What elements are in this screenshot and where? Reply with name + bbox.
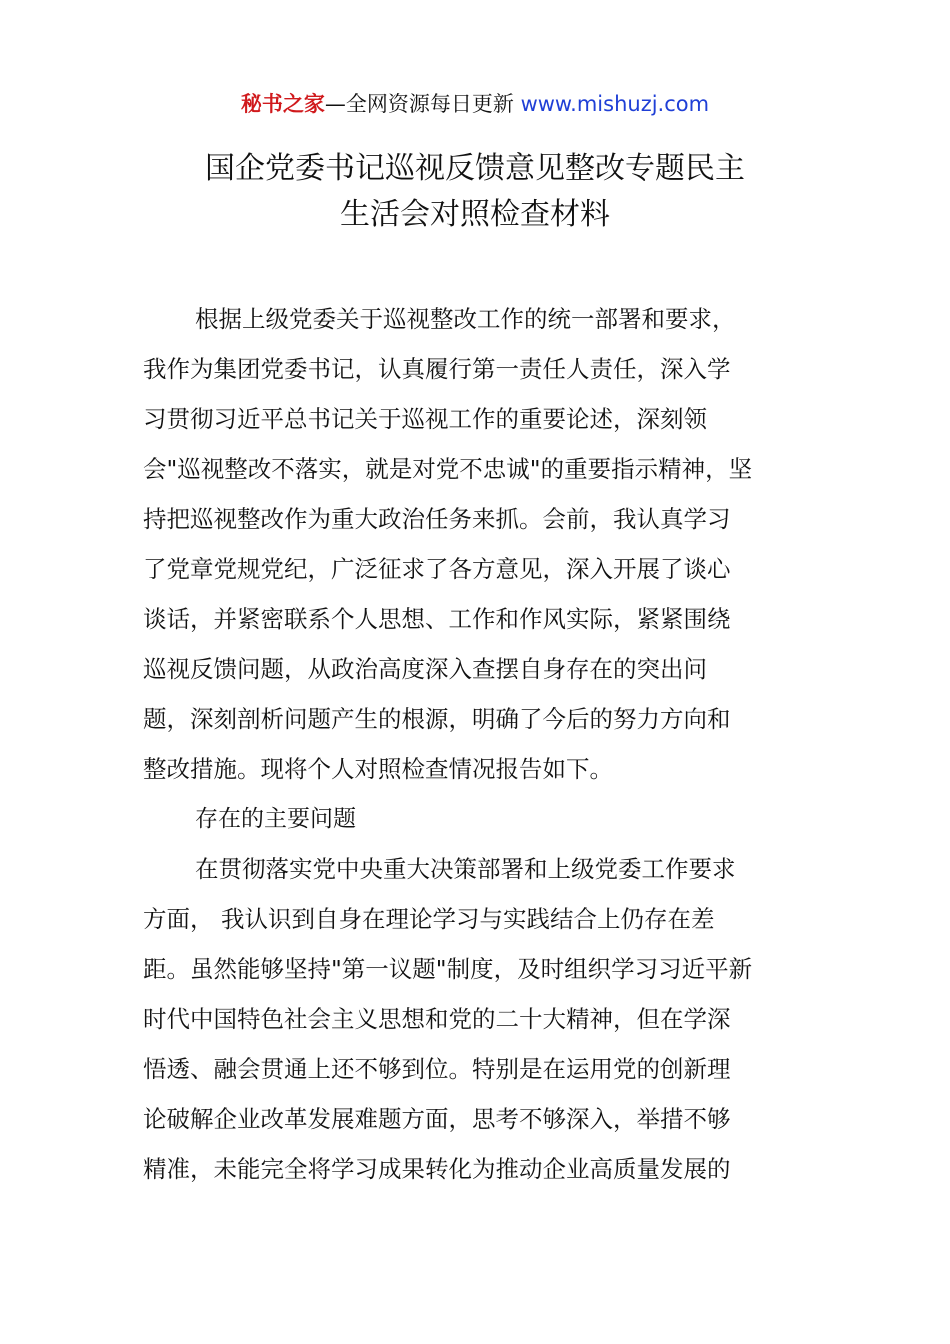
title-line-2: 生活会对照检查材料 xyxy=(340,197,610,232)
paragraph-2-line: 时代中国特色社会主义思想和党的二十大精神，但在学深 xyxy=(143,1005,731,1033)
paragraph-2-line: 距。虽然能够坚持"第一议题"制度，及时组织学习习近平新 xyxy=(143,955,753,983)
site-tagline: —全网资源每日更新 xyxy=(324,92,521,116)
paragraph-1-line: 谈话，并紧密联系个人思想、工作和作风实际，紧紧围绕 xyxy=(143,605,731,633)
paragraph-1-line: 巡视反馈问题，从政治高度深入查摆自身存在的突出问 xyxy=(143,655,707,683)
site-url-link[interactable]: www.mishuzj.com xyxy=(520,92,710,116)
document-body xyxy=(143,294,808,1194)
paragraph-1-line: 习贯彻习近平总书记关于巡视工作的重要论述，深刻领 xyxy=(143,405,707,433)
paragraph-1-line: 持把巡视整改作为重大政治任务来抓。会前，我认真学习 xyxy=(143,505,731,533)
paragraph-1-line: 题，深刻剖析问题产生的根源，明确了今后的努力方向和 xyxy=(143,705,731,733)
document-title xyxy=(0,146,950,238)
paragraph-2-line: 精准，未能完全将学习成果转化为推动企业高质量发展的 xyxy=(143,1155,731,1183)
site-brand: 秘书之家 xyxy=(240,92,325,116)
site-header xyxy=(0,86,950,122)
paragraph-2-line: 在贯彻落实党中央重大决策部署和上级党委工作要求 xyxy=(195,855,736,883)
paragraph-2-line: 方面， 我认识到自身在理论学习与实践结合上仍存在差 xyxy=(143,905,715,933)
title-line-1: 国企党委书记巡视反馈意见整改专题民主 xyxy=(205,151,745,186)
section-heading: 存在的主要问题 xyxy=(195,806,356,832)
paragraph-1-line: 我作为集团党委书记，认真履行第一责任人责任，深入学 xyxy=(143,355,731,383)
paragraph-1-line: 会"巡视整改不落实，就是对党不忠诚"的重要指示精神，坚 xyxy=(143,455,753,483)
paragraph-1-line: 整改措施。现将个人对照检查情况报告如下。 xyxy=(143,755,613,783)
paragraph-1-line: 根据上级党委关于巡视整改工作的统一部署和要求， xyxy=(195,305,736,333)
paragraph-1-line: 了党章党规党纪，广泛征求了各方意见，深入开展了谈心 xyxy=(143,555,731,583)
paragraph-2-line: 悟透、融会贯通上还不够到位。特别是在运用党的创新理 xyxy=(143,1055,731,1083)
paragraph-2-line: 论破解企业改革发展难题方面，思考不够深入，举措不够 xyxy=(143,1105,731,1133)
